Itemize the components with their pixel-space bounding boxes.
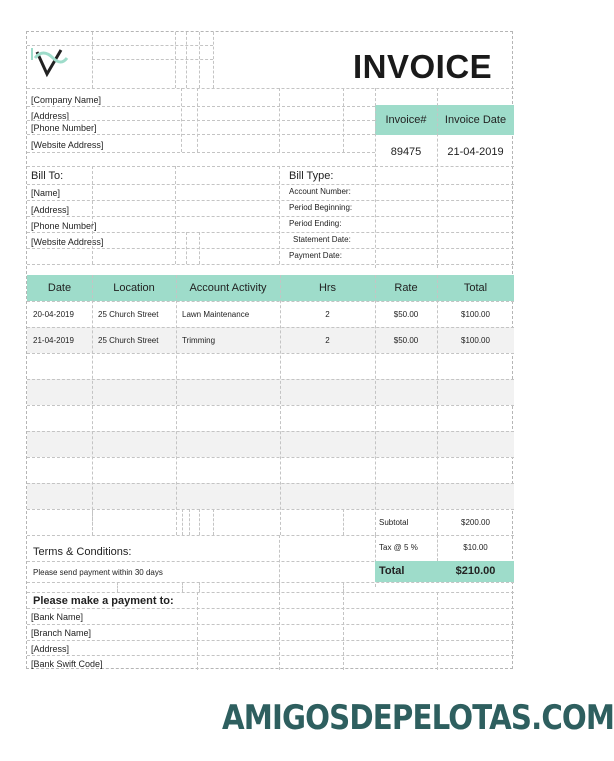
company-website: [Website Address] — [31, 140, 104, 150]
terms-text: Please send payment within 30 days — [33, 568, 163, 577]
bank-name: [Bank Name] — [31, 612, 84, 622]
col-header-location: Location — [113, 282, 155, 294]
bill-type-heading: Bill Type: — [289, 170, 334, 182]
row2-hrs: 2 — [325, 336, 330, 345]
footer-brand: AMIGOSDEPELOTAS.COM — [222, 698, 614, 738]
period-ending-label: Period Ending: — [289, 219, 342, 228]
invoice-sheet — [26, 31, 513, 669]
col-header-activity: Account Activity — [189, 282, 267, 294]
col-header-rate: Rate — [394, 282, 418, 294]
invoice-number-label: Invoice# — [385, 114, 427, 126]
tax-label: Tax @ 5 % — [379, 543, 418, 552]
row1-total: $100.00 — [461, 310, 490, 319]
grand-total-value: $210.00 — [455, 565, 496, 577]
row2-activity: Trimming — [182, 336, 216, 345]
row1-location: 25 Church Street — [98, 310, 159, 319]
bill-to-name: [Name] — [31, 188, 61, 198]
bill-to-website: [Website Address] — [31, 237, 104, 247]
subtotal-label: Subtotal — [379, 518, 409, 527]
row1-hrs: 2 — [325, 310, 330, 319]
row2-rate: $50.00 — [393, 336, 419, 345]
bill-to-address: [Address] — [31, 205, 70, 215]
company-phone: [Phone Number] — [31, 123, 97, 133]
col-header-hrs: Hrs — [318, 282, 337, 294]
row1-date: 20-04-2019 — [33, 310, 74, 319]
account-number-label: Account Number: — [289, 187, 351, 196]
invoice-title: INVOICE — [353, 48, 493, 85]
row2-total: $100.00 — [461, 336, 490, 345]
invoice-date-label: Invoice Date — [444, 114, 507, 126]
company-logo-icon — [31, 44, 71, 84]
bank-address: [Address] — [31, 644, 70, 654]
period-beginning-label: Period Beginning: — [289, 203, 353, 212]
payment-date-label: Payment Date: — [289, 251, 342, 260]
company-name: [Company Name] — [31, 95, 102, 105]
invoice-number: 89475 — [390, 146, 422, 158]
bank-swift-code: [Bank Swift Code] — [31, 659, 103, 669]
subtotal-value: $200.00 — [461, 518, 490, 527]
row2-date: 21-04-2019 — [33, 336, 74, 345]
row1-activity: Lawn Maintenance — [182, 310, 250, 319]
branch-name: [Branch Name] — [31, 628, 92, 638]
terms-heading: Terms & Conditions: — [33, 546, 132, 558]
invoice-date: 21-04-2019 — [447, 146, 504, 158]
bill-to-phone: [Phone Number] — [31, 221, 97, 231]
row1-rate: $50.00 — [393, 310, 419, 319]
tax-value: $10.00 — [463, 543, 488, 552]
row2-location: 25 Church Street — [98, 336, 159, 345]
bill-to-heading: Bill To: — [31, 170, 64, 182]
col-header-date: Date — [47, 282, 72, 294]
col-header-total: Total — [463, 282, 488, 294]
statement-date-label: Statement Date: — [293, 235, 351, 244]
grand-total-label: Total — [379, 565, 405, 577]
company-address: [Address] — [31, 111, 70, 121]
payment-heading: Please make a payment to: — [33, 595, 174, 607]
